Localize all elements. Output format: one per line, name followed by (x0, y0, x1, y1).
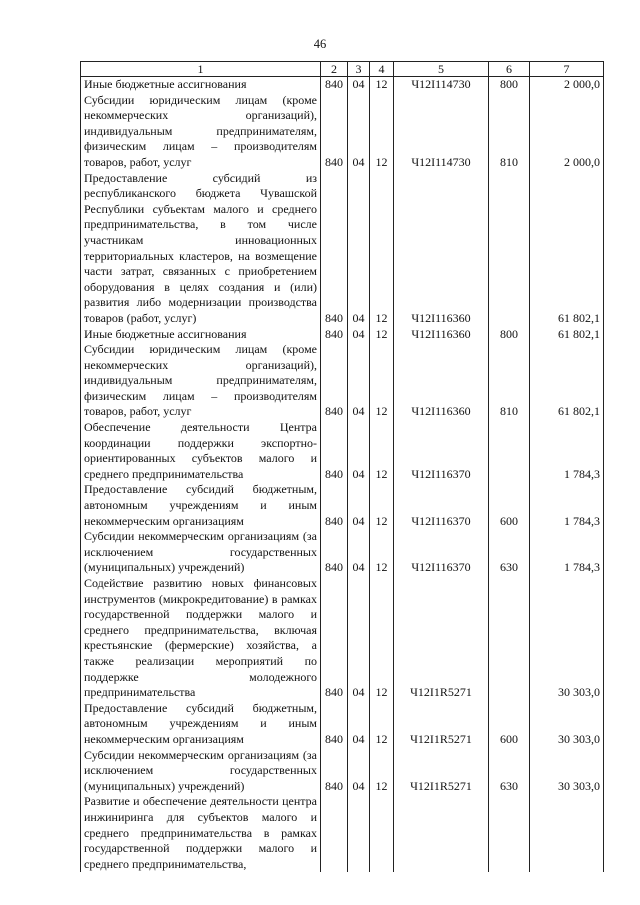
column-header-5: 5 (394, 62, 489, 77)
cell-col4 (370, 794, 394, 872)
cell-col7: 1 784,3 (530, 529, 604, 576)
cell-col6: 600 (489, 482, 530, 529)
cell-col5: Ч12I114730 (394, 93, 489, 171)
cell-col6: 800 (489, 77, 530, 93)
table-row (81, 171, 604, 327)
cell-col5: Ч12I116360 (394, 171, 489, 327)
cell-col3: 04 (348, 576, 370, 701)
cell-col2: 840 (321, 327, 348, 343)
table-row (81, 794, 604, 872)
row-description: Предоставление субсидий из республиканского бюджета Чувашской Республики субъектам малого и среднего предпринимательства, в том числе участникам инновационных территориальных кластеров, на возмещение части затрат, связанных с приобретением оборудования в целях создания и (или) развития либо модернизации производства товаров (работ, услуг) (81, 171, 321, 327)
cell-col5: Ч12I1R5271 (394, 701, 489, 748)
budget-table (80, 61, 604, 872)
cell-col7: 2 000,0 (530, 93, 604, 171)
table-row (81, 482, 604, 529)
cell-col2: 840 (321, 748, 348, 795)
cell-col2: 840 (321, 482, 348, 529)
cell-col2: 840 (321, 529, 348, 576)
row-description: Развитие и обеспечение деятельности центра инжиниринга для субъектов малого и среднего предпринимательства в рамках государственной поддержки малого и среднего предпринимательства, (81, 794, 321, 872)
cell-col6: 810 (489, 342, 530, 420)
page-number: 46 (313, 37, 327, 51)
cell-col6: 800 (489, 327, 530, 343)
cell-col5: Ч12I116370 (394, 420, 489, 482)
table-row (81, 576, 604, 701)
table-row (81, 701, 604, 748)
cell-col3: 04 (348, 342, 370, 420)
row-description: Иные бюджетные ассигнования (81, 327, 321, 343)
column-header-2: 2 (321, 62, 348, 77)
cell-col4: 12 (370, 576, 394, 701)
table-row (81, 748, 604, 795)
cell-col3: 04 (348, 77, 370, 93)
cell-col4: 12 (370, 342, 394, 420)
cell-col7: 2 000,0 (530, 77, 604, 93)
table-row (81, 420, 604, 482)
cell-col5: Ч12I116360 (394, 342, 489, 420)
column-header-6: 6 (489, 62, 530, 77)
cell-col7: 61 802,1 (530, 342, 604, 420)
row-description: Субсидии юридическим лицам (кроме некоммерческих организаций), индивидуальным предпринимателям, физическим лицам – производителям товаров, работ, услуг (81, 93, 321, 171)
cell-col6: 630 (489, 529, 530, 576)
cell-col3: 04 (348, 327, 370, 343)
row-description: Субсидии юридическим лицам (кроме некоммерческих организаций), индивидуальным предпринимателям, физическим лицам – производителям товаров, работ, услуг (81, 342, 321, 420)
row-description: Иные бюджетные ассигнования (81, 77, 321, 93)
cell-col6: 630 (489, 748, 530, 795)
row-description: Обеспечение деятельности Центра координации поддержки экспортно-ориентированных субъектов малого и среднего предпринимательства (81, 420, 321, 482)
cell-col5: Ч12I116370 (394, 529, 489, 576)
cell-col2: 840 (321, 77, 348, 93)
cell-col2: 840 (321, 701, 348, 748)
cell-col3: 04 (348, 171, 370, 327)
cell-col4: 12 (370, 701, 394, 748)
cell-col3: 04 (348, 482, 370, 529)
cell-col7: 1 784,3 (530, 420, 604, 482)
cell-col3: 04 (348, 701, 370, 748)
cell-col7: 30 303,0 (530, 701, 604, 748)
cell-col4: 12 (370, 482, 394, 529)
cell-col7: 61 802,1 (530, 327, 604, 343)
cell-col6 (489, 576, 530, 701)
cell-col6 (489, 794, 530, 872)
row-description: Предоставление субсидий бюджетным, автономным учреждениям и иным некоммерческим организациям (81, 482, 321, 529)
cell-col4: 12 (370, 327, 394, 343)
cell-col4: 12 (370, 93, 394, 171)
table-row (81, 529, 604, 576)
column-header-3: 3 (348, 62, 370, 77)
cell-col4: 12 (370, 77, 394, 93)
cell-col7: 30 303,0 (530, 576, 604, 701)
table-header-row (81, 62, 604, 77)
cell-col6 (489, 420, 530, 482)
column-header-4: 4 (370, 62, 394, 77)
cell-col2 (321, 794, 348, 872)
cell-col5: Ч12I1R5271 (394, 576, 489, 701)
cell-col4: 12 (370, 171, 394, 327)
cell-col3: 04 (348, 420, 370, 482)
cell-col6: 810 (489, 93, 530, 171)
cell-col2: 840 (321, 576, 348, 701)
cell-col3 (348, 794, 370, 872)
column-header-7: 7 (530, 62, 604, 77)
cell-col2: 840 (321, 93, 348, 171)
cell-col6: 600 (489, 701, 530, 748)
cell-col7: 61 802,1 (530, 171, 604, 327)
cell-col2: 840 (321, 420, 348, 482)
cell-col7 (530, 794, 604, 872)
cell-col3: 04 (348, 93, 370, 171)
cell-col5: Ч12I116370 (394, 482, 489, 529)
cell-col4: 12 (370, 748, 394, 795)
cell-col5 (394, 794, 489, 872)
cell-col5: Ч12I116360 (394, 327, 489, 343)
table-row (81, 93, 604, 171)
row-description: Субсидии некоммерческим организациям (за исключением государственных (муниципальных) учреждений) (81, 748, 321, 795)
column-header-1: 1 (81, 62, 321, 77)
cell-col3: 04 (348, 748, 370, 795)
cell-col5: Ч12I114730 (394, 77, 489, 93)
cell-col7: 30 303,0 (530, 748, 604, 795)
cell-col4: 12 (370, 529, 394, 576)
cell-col4: 12 (370, 420, 394, 482)
table-row (81, 342, 604, 420)
row-description: Предоставление субсидий бюджетным, автономным учреждениям и иным некоммерческим организациям (81, 701, 321, 748)
cell-col2: 840 (321, 342, 348, 420)
cell-col5: Ч12I1R5271 (394, 748, 489, 795)
cell-col3: 04 (348, 529, 370, 576)
cell-col6 (489, 171, 530, 327)
row-description: Содействие развитию новых финансовых инструментов (микрокредитование) в рамках государственной поддержки малого и среднего предпринимательства, включая крестьянские (фермерские) хозяйства, а также реализации мероприятий по поддержке молодежного предпринимательства (81, 576, 321, 701)
row-description: Субсидии некоммерческим организациям (за исключением государственных (муниципальных) учреждений) (81, 529, 321, 576)
cell-col7: 1 784,3 (530, 482, 604, 529)
cell-col2: 840 (321, 171, 348, 327)
table-row (81, 77, 604, 93)
table-row (81, 327, 604, 343)
